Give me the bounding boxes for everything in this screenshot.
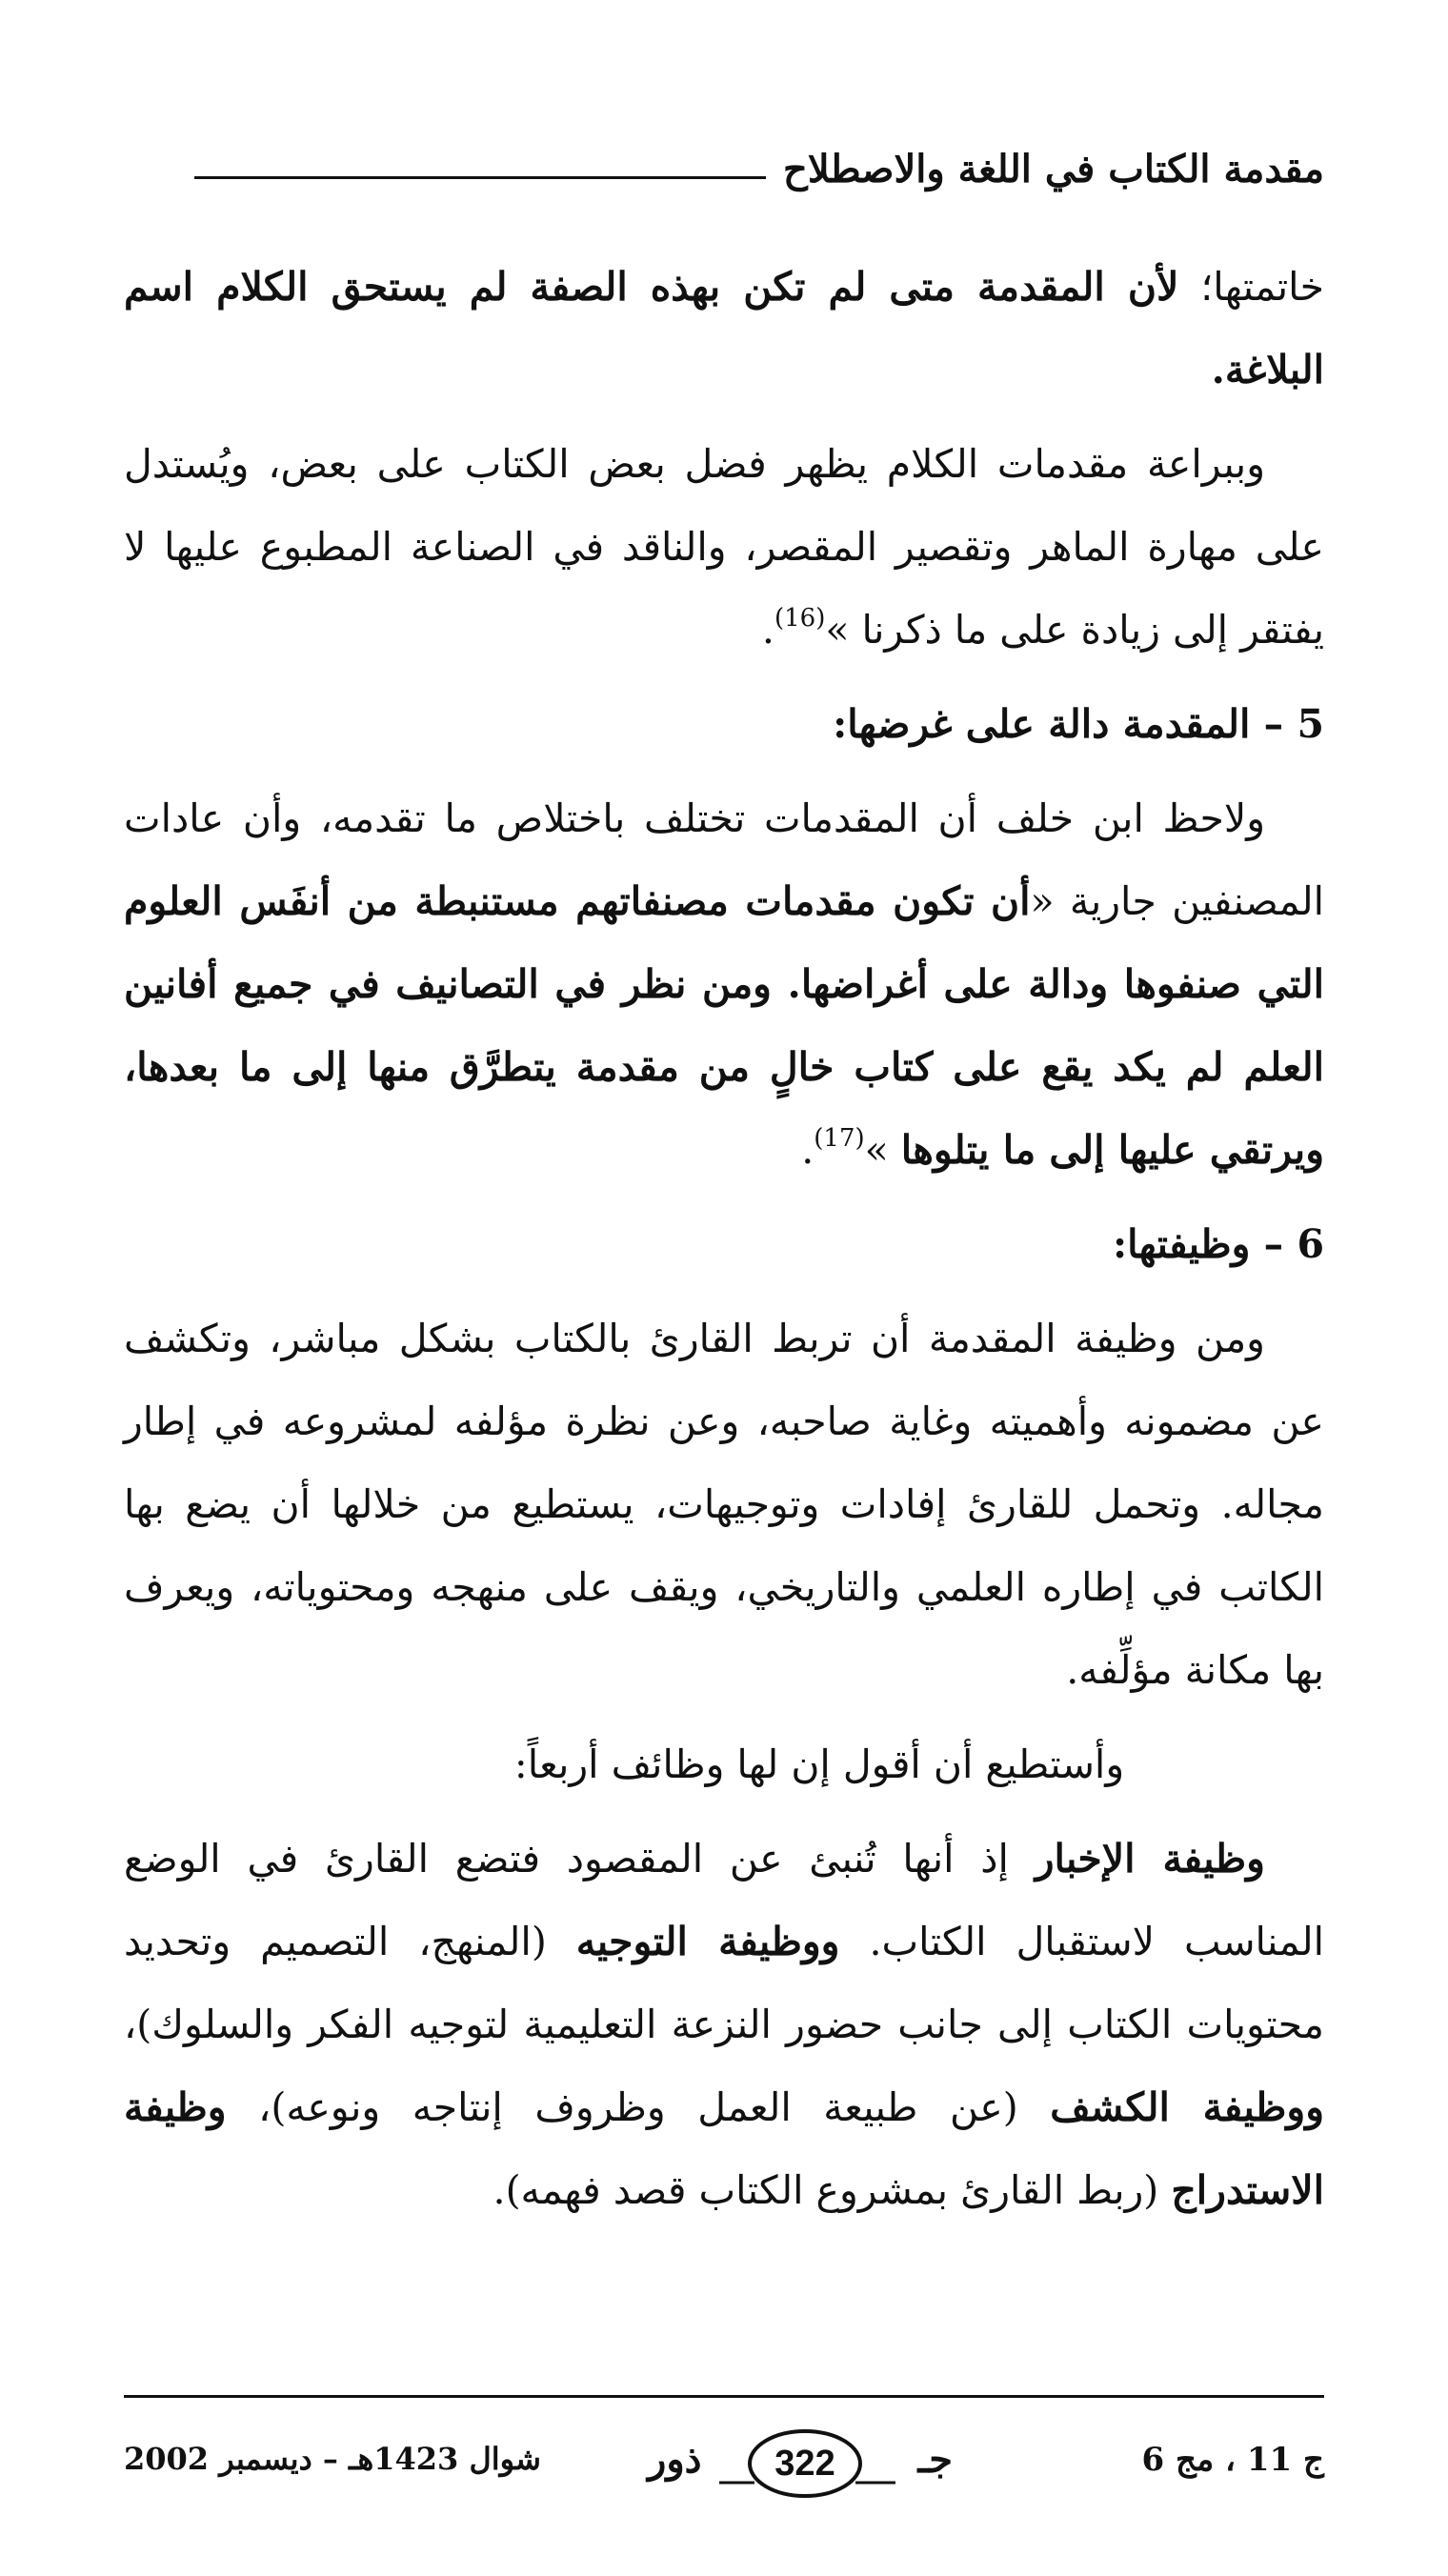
p6-text-1: إذ أنها تُنبئ عن المقصود فتضع القارئ في الوضع المناسب لاستقبال الكتاب. <box>124 1836 1325 1964</box>
journal-name-left: ذور <box>648 2437 702 2482</box>
function-inducement: وظيفة الاستدراج <box>124 2084 1324 2213</box>
body-text <box>124 246 1324 2244</box>
paragraph-5: وأستطيع أن أقول إن لها وظائف أربعاً: <box>513 1741 1125 1787</box>
header-rule <box>194 176 766 179</box>
p3-end: . <box>801 1127 814 1173</box>
function-guidance: ووظيفة التوجيه <box>575 1919 840 1964</box>
footer <box>124 2420 1324 2525</box>
p6-text-4: (ربط القارئ بمشروع الكتاب قصد فهمه). <box>493 2167 1172 2213</box>
journal-name-right: جـ <box>917 2437 953 2482</box>
function-informing: وظيفة الإخبار <box>1035 1836 1265 1882</box>
footnote-ref-17: (17) <box>814 1124 865 1153</box>
p3-text: ولاحظ ابن خلف أن المقدمات تختلف باختلاص ما تقدمه، وأن عادات المصنفين جارية « <box>124 795 1324 924</box>
volume-issue: ج 11 ، مج 6 <box>1141 2441 1324 2479</box>
p2-end: . <box>761 607 774 653</box>
p6-text-2: (المنهج، التصميم وتحديد محتويات الكتاب إلى جانب حضور النزعة التعليمية لتوجيه الفكر والسلوك)، <box>124 1919 1324 2047</box>
paragraph-6 <box>124 1818 1324 2232</box>
p6-text-3: (عن طبيعة العمل وظروف إنتاجه ونوعه)، <box>226 2084 1051 2130</box>
p3-bold-quote: أن تكون مقدمات مصنفاتهم مستنبطة من أنفَس العلوم التي صنفوها ودالة على أغراضها. ومن نظر في التصانيف في جميع أفانين العلم لم يكد يقع على كتاب خالٍ من مقدمة يتطرَّق منها إلى ما بعدها، ويرتقي عليها إلى ما يتلوها <box>124 878 1324 1173</box>
p1-bold-text: لأن المقدمة متى لم تكن بهذه الصفة لم يستحق الكلام اسم البلاغة. <box>124 264 1324 392</box>
page <box>124 0 1324 2576</box>
running-header <box>124 131 1324 189</box>
paragraph-3 <box>124 777 1324 1192</box>
paragraph-2 <box>124 423 1324 672</box>
section-heading-5: 5 – المقدمة دالة على غرضها: <box>833 701 1324 747</box>
journal-logo <box>629 2420 972 2515</box>
p2-text: وببراعة مقدمات الكلام يظهر فضل بعض الكتاب على بعض، ويُستدل على مهارة الماهر وتقصير المقصر، والناقد في الصناعة المطبوع عليها لا يفتقر إلى زيادة على ما ذكرنا » <box>124 441 1324 653</box>
footer-rule <box>124 2395 1324 2398</box>
running-header-title: مقدمة الكتاب في اللغة والاصطلاح <box>783 147 1324 191</box>
p1-text: خاتمتها؛ <box>1178 264 1325 310</box>
p3-close-quote: » <box>864 1127 901 1173</box>
paragraph-1 <box>124 246 1324 412</box>
page-number: 322 <box>774 2444 835 2484</box>
section-heading-6: 6 – وظيفتها: <box>1112 1221 1324 1267</box>
function-disclosure: ووظيفة الكشف <box>1050 2084 1324 2130</box>
issue-date: شوال 1423هـ – ديسمبر 2002 <box>124 2441 541 2477</box>
paragraph-4: ومن وظيفة المقدمة أن تربط القارئ بالكتاب بشكل مباشر، وتكشف عن مضمونه وأهميته وغاية صاحبه، وعن نظرة مؤلفه لمشروعه في إطار مجاله. وتحمل للقارئ إفادات وتوجيهات، يستطيع من خلالها أن يضع بها الكاتب في إطاره العلمي والتاريخي، ويقف على منهجه ومحتوياته، ويعرف بها مكانة مؤلِّفه. <box>124 1316 1324 1693</box>
footnote-ref-16: (16) <box>774 604 826 633</box>
